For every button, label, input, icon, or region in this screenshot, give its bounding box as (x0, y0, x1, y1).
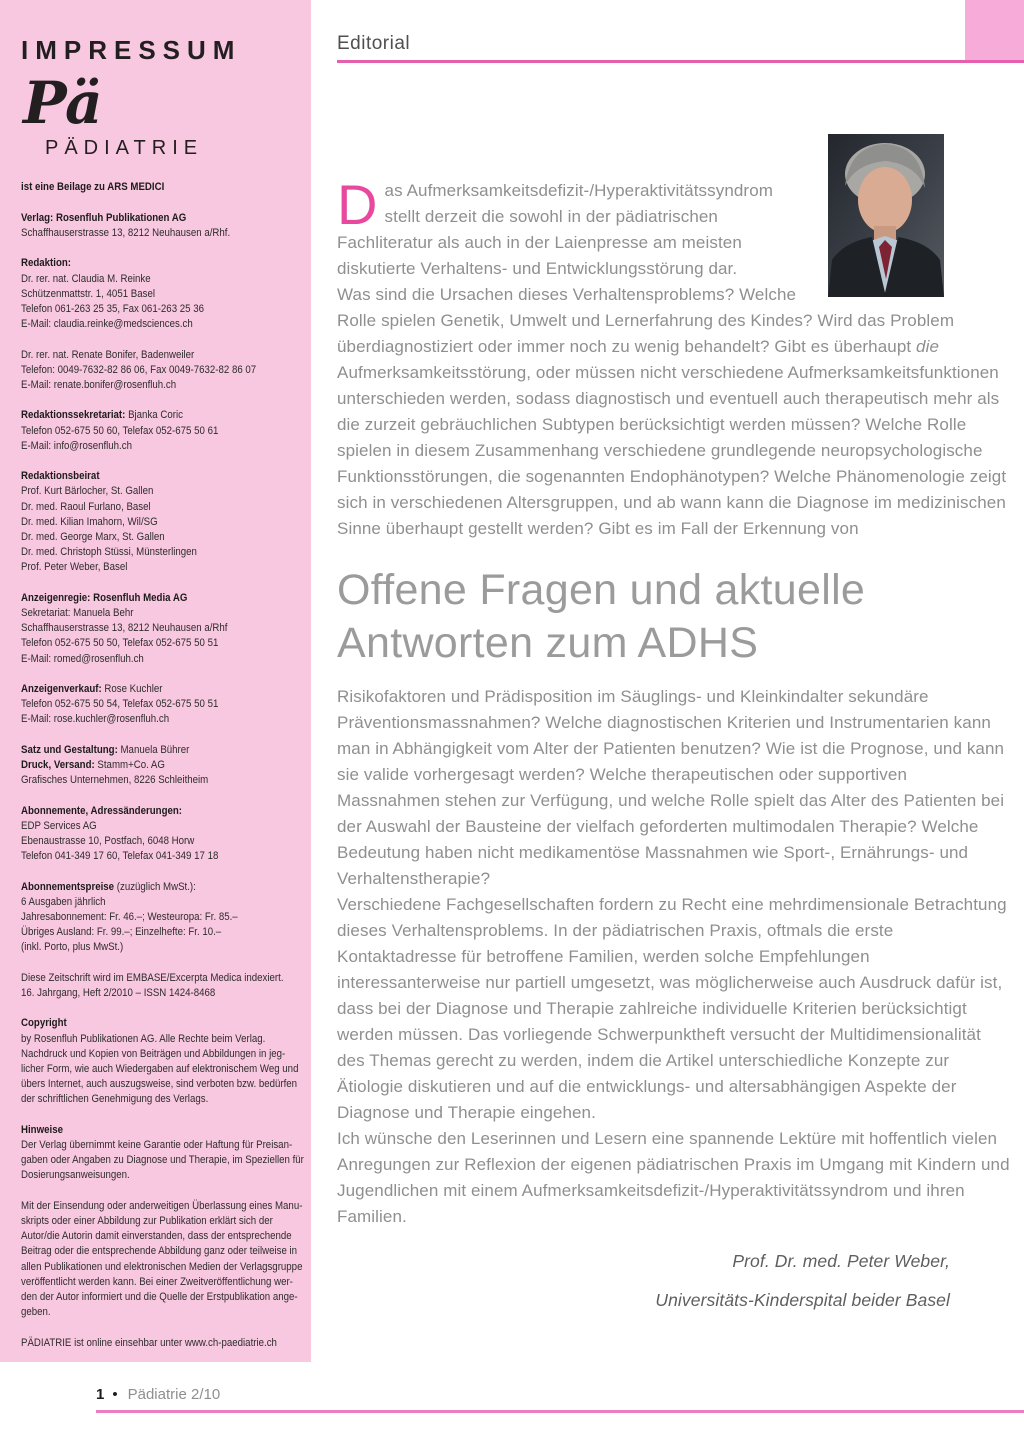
paragraph-intro-text: as Aufmerksamkeitsdefizit-/Hyperaktivitätssyndrom stellt derzeit die sowohl in der pädiatrischen Fachliteratur als auch in der Laienpresse am meisten diskutierte Verhaltens- und Entwicklungsstörung dar. (337, 181, 774, 278)
impressum-line-text: Autor/die Autorin damit einverstanden, dass der entsprechende (21, 1230, 292, 1243)
paediatrie-logo-mark: Pä (23, 68, 103, 137)
impressum-line (21, 682, 311, 697)
impressum-line (21, 804, 311, 819)
impressum-line (21, 576, 311, 591)
impressum-line-text: E-Mail: renate.bonifer@rosenfluh.ch (21, 379, 177, 392)
impressum-line (21, 469, 311, 484)
impressum-line-text: by Rosenfluh Publikationen AG. Alle Rechte beim Verlag. (21, 1032, 266, 1045)
impressum-line (21, 956, 311, 971)
impressum-line (21, 439, 311, 454)
impressum-line-label: Redaktionssekretariat: (21, 409, 129, 422)
impressum-line (21, 560, 311, 575)
impressum-line (21, 1321, 311, 1336)
impressum-line (21, 348, 311, 363)
impressum-line-text: Manuela Bührer (120, 743, 190, 756)
impressum-line (21, 1077, 311, 1092)
impressum-line-label: Druck, Versand: (21, 759, 98, 772)
impressum-line (21, 1092, 311, 1107)
impressum-line (21, 606, 311, 621)
impressum-line (21, 834, 311, 849)
impressum-line-text: Diese Zeitschrift wird im EMBASE/Excerpta Medica indexiert. (21, 971, 284, 984)
impressum-line-text: E-Mail: romed@rosenfluh.ch (21, 652, 144, 665)
impressum-line-text: Bjanka Coric (128, 409, 183, 422)
impressum-line-text: Telefon 041-349 17 60, Telefax 041-349 17 18 (21, 850, 219, 863)
impressum-line-text: Dr. med. Raoul Furlano, Basel (21, 500, 151, 513)
impressum-line-text: Dr. med. Christoph Stüssi, Münsterlingen (21, 546, 197, 559)
impressum-line (21, 332, 311, 347)
impressum-title: IMPRESSUM (21, 35, 242, 65)
impressum-line-text: Grafisches Unternehmen, 8226 Schleitheim (21, 774, 209, 787)
impressum-line (21, 895, 311, 910)
photo-float-spacer (810, 178, 1010, 300)
impressum-line (21, 1016, 311, 1031)
impressum-line-label: Hinweise (21, 1123, 63, 1136)
impressum-line-text: Nachdruck und Kopien von Beiträgen und Abbildungen in jeg- (21, 1047, 286, 1060)
headline-line-2: Antworten zum ADHS (337, 619, 759, 667)
impressum-line (21, 454, 311, 469)
impressum-line-text: Telefon 052-675 50 60, Telefax 052-675 50 61 (21, 424, 219, 437)
impressum-line-text: der schriftlichen Genehmigung des Verlags. (21, 1093, 209, 1106)
impressum-line-label: Satz und Gestaltung: (21, 743, 121, 756)
impressum-line (21, 910, 311, 925)
impressum-line (21, 1047, 311, 1062)
impressum-line (21, 743, 311, 758)
impressum-line (21, 652, 311, 667)
impressum-line (21, 515, 311, 530)
impressum-line (21, 712, 311, 727)
impressum-line-text: allen Publikationen und elektronischen Medien der Verlagsgruppe (21, 1260, 303, 1273)
impressum-line (21, 180, 311, 195)
impressum-line-text: E-Mail: info@rosenfluh.ch (21, 439, 132, 452)
impressum-line-text: Dr. rer. nat. Renate Bonifer, Badenweiler (21, 348, 195, 361)
impressum-line-text: Beitrag oder die entsprechende Abbildung ganz oder teilweise in (21, 1245, 298, 1258)
impressum-line-text: den der Autor informiert und die Quelle der Erstpublikation ange- (21, 1291, 298, 1304)
impressum-line (21, 636, 311, 651)
impressum-line (21, 241, 311, 256)
paragraph-questions (337, 282, 1010, 542)
dropcap-letter: D (337, 173, 378, 236)
impressum-line (21, 819, 311, 834)
journal-issue-label: Pädiatrie 2/10 (127, 1386, 221, 1403)
article-headline (337, 564, 1010, 670)
impressum-line (21, 1275, 311, 1290)
impressum-line (21, 1336, 311, 1351)
impressum-line (21, 317, 311, 332)
editorial-body (337, 173, 1010, 1320)
impressum-line-text: Dosierungsanweisungen. (21, 1169, 130, 1182)
impressum-line (21, 697, 311, 712)
impressum-line-text: Jahresabonnement: Fr. 46.–; Westeuropa: Fr. 85.– (21, 911, 238, 924)
impressum-line (21, 667, 311, 682)
impressum-line (21, 1032, 311, 1047)
headline-line-1: Offene Fragen und aktuelle (337, 566, 866, 614)
footer-bullet: • (112, 1386, 118, 1403)
impressum-lines (21, 180, 311, 1350)
impressum-line (21, 363, 311, 378)
impressum-panel (0, 0, 311, 1362)
impressum-line (21, 1229, 311, 1244)
impressum-line-text: Sekretariat: Manuela Behr (21, 607, 134, 620)
impressum-line-text: Dr. med. George Marx, St. Gallen (21, 531, 165, 544)
paragraph-closing: Ich wünsche den Leserinnen und Lesern eine spannende Lektüre mit hoffentlich vielen Anregungen zur Reflexion der eigenen pädiatrischen Praxis im Umgang mit Kindern und Jugendlichen mit einem Aufmerksamkeitsdefizit-/Hyperaktivitätssyndrom und ihren Familien. (337, 1129, 1010, 1226)
impressum-line-text: Telefon 061-263 25 35, Fax 061-263 25 36 (21, 303, 204, 316)
impressum-line (21, 256, 311, 271)
impressum-line (21, 545, 311, 560)
impressum-line (21, 1199, 311, 1214)
impressum-line-text: Dr. med. Kilian Imahorn, Wil/SG (21, 515, 158, 528)
paragraph-societies: Verschiedene Fachgesellschaften fordern zu Recht eine mehrdimensionale Betrachtung dieses Verhaltensproblems. In der pädiatrischen Praxis, oftmals die erste Kontaktadresse für betroffene Familien, werden solche Empfehlungen interessanterweise nur partiell umgesetzt, was möglicherweise auch Ausdruck dafür ist, dass bei der Diagnose und Therapie zahlreiche individuelle Kriterien berücksichtigt werden müssen. Das vorliegende Schwerpunktheft versucht der Multidimensionalität des Themas gerecht zu werden, indem die Artikel unterschiedliche Konzepte zur Ätiologie diskutieren und auf die entwicklungs- und altersabhängigen Aspekte der Diagnose und Therapie eingehen. (337, 895, 1007, 1122)
paragraph-questions-text-a: Was sind die Ursachen dieses Verhaltensproblems? Welche Rolle spielen Genetik, Umwelt und Lernerfahrung des Kindes? Wird das Problem überdiagnostiziert oder immer noch zu wenig behandelt? Gibt es überhaupt (337, 285, 955, 356)
author-name: Prof. Dr. med. Peter Weber, (732, 1251, 950, 1271)
impressum-line (21, 424, 311, 439)
impressum-line (21, 1305, 311, 1320)
impressum-line (21, 1290, 311, 1305)
impressum-line-label: Verlag: Rosenfluh Publikationen AG (21, 211, 187, 224)
impressum-line (21, 773, 311, 788)
impressum-line (21, 1214, 311, 1229)
impressum-line-text: PÄDIATRIE ist online einsehbar unter www.ch-paediatrie.ch (21, 1336, 277, 1349)
impressum-line-text: Der Verlag übernimmt keine Garantie oder Haftung für Preisan- (21, 1139, 293, 1152)
page-number: 1 (96, 1386, 105, 1403)
impressum-line (21, 1184, 311, 1199)
impressum-line-label: Redaktion: (21, 257, 72, 270)
impressum-line (21, 925, 311, 940)
impressum-line-text: skripts oder einer Abbildung zur Publikation erklärt sich der (21, 1215, 273, 1228)
impressum-line-text: Prof. Kurt Bärlocher, St. Gallen (21, 485, 154, 498)
impressum-line (21, 1168, 311, 1183)
impressum-line (21, 849, 311, 864)
impressum-line-text: gaben oder Angaben zu Diagnose und Therapie, im Speziellen für (21, 1154, 304, 1167)
impressum-line (21, 986, 311, 1001)
impressum-line (21, 1244, 311, 1259)
impressum-line-label: Redaktionsbeirat (21, 470, 100, 483)
impressum-line-label: ist eine Beilage zu ARS MEDICI (21, 181, 165, 194)
impressum-line (21, 1001, 311, 1016)
impressum-line (21, 864, 311, 879)
impressum-line (21, 880, 311, 895)
impressum-line (21, 591, 311, 606)
page-footer (96, 1386, 220, 1403)
impressum-line-text: Schaffhauserstrasse 13, 8212 Neuhausen a/Rhf (21, 622, 228, 635)
impressum-line-text: 16. Jahrgang, Heft 2/2010 – ISSN 1424-8468 (21, 987, 216, 1000)
impressum-line-text: Prof. Peter Weber, Basel (21, 561, 128, 574)
impressum-line-text: Telefon 052-675 50 50, Telefax 052-675 50 51 (21, 637, 219, 650)
impressum-line (21, 408, 311, 423)
impressum-line (21, 1138, 311, 1153)
impressum-line-text: Telefon 052-675 50 54, Telefax 052-675 50 51 (21, 698, 219, 711)
impressum-line (21, 196, 311, 211)
impressum-line-label: Abonnemente, Adressänderungen: (21, 804, 182, 817)
impressum-line-text: Mit der Einsendung oder anderweitigen Überlassung eines Manu- (21, 1199, 303, 1212)
impressum-line (21, 302, 311, 317)
impressum-line-text: EDP Services AG (21, 819, 97, 832)
impressum-line (21, 287, 311, 302)
impressum-line (21, 758, 311, 773)
paragraph-questions-text-b: Aufmerksamkeitsstörung, oder müssen nicht verschiedene Aufmerksamkeitsfunktionen unterschieden werden, sodass diagnostisch und eventuell auch therapeutisch mehr als die zurzeit gebräuchlichen Subtypen berücksichtigt werden müssen? Welche Rolle spielen in diesem Zusammenhang verschiedene grundlegende neuropsychologische Funktionsstörungen, die sogenannten Endophänotypen? Welche Phänomenologie zeigt sich in verschiedenen Altersgruppen, und ab wann kann die Diagnose im medizinischen Sinne überhaupt gestellt werden? Gibt es im Fall der Erkennung von (337, 363, 1007, 538)
impressum-line (21, 1153, 311, 1168)
impressum-line-label: Anzeigenverkauf: (21, 683, 105, 696)
footer-rule (96, 1410, 1024, 1413)
impressum-line-label: Copyright (21, 1017, 67, 1030)
impressum-line-text: licher Form, wie auch Wiedergaben auf elektronischem Weg und (21, 1063, 299, 1076)
impressum-line (21, 226, 311, 241)
impressum-line (21, 393, 311, 408)
emphasis-word: die (916, 337, 940, 356)
impressum-line (21, 1123, 311, 1138)
impressum-line-text: übers Internet, auch auszugsweise, sind verboten bzw. bedürfen (21, 1078, 298, 1091)
impressum-line-text: Telefon: 0049-7632-82 86 06, Fax 0049-7632-82 86 07 (21, 363, 257, 376)
paediatrie-logo-wordmark: PÄDIATRIE (45, 137, 204, 160)
impressum-line-text: Ebenaustrasse 10, Postfach, 6048 Horw (21, 835, 195, 848)
impressum-line (21, 788, 311, 803)
impressum-line (21, 272, 311, 287)
paragraph-risk-factors: Risikofaktoren und Prädisposition im Säuglings- und Kleinkindalter sekundäre Präventionsmassnahmen? Welche diagnostischen Kriterien und Instrumentarien kann man in Abhängigkeit vom Alter der Patienten benutzen? Wie ist die Prognose, und kann sie valide vorhergesagt werden? Welche therapeutischen oder supportiven Massnahmen stehen zur Verfügung, und welche Rolle spielt das Alter des Patienten bei der Auswahl der Bausteine der vielfach geforderten multimodalen Therapie? Welche Bedeutung haben nicht medikamentöse Massnahmen wie Sport-, Ernährungs- und Verhaltenstherapie? (337, 687, 1005, 888)
impressum-line (21, 500, 311, 515)
impressum-line-text: Dr. rer. nat. Claudia M. Reinke (21, 272, 151, 285)
impressum-line (21, 211, 311, 226)
impressum-line (21, 530, 311, 545)
impressum-line (21, 1108, 311, 1123)
impressum-line (21, 484, 311, 499)
author-affiliation: Universitäts-Kinderspital beider Basel (655, 1290, 950, 1310)
impressum-line-text: geben. (21, 1306, 51, 1319)
impressum-line-text: veröffentlicht werden kann. Bei einer Zweitveröffentlichung wer- (21, 1275, 293, 1288)
section-rule (337, 60, 1024, 63)
author-signature (337, 1242, 1010, 1320)
impressum-line-label: Anzeigenregie: Rosenfluh Media AG (21, 591, 188, 604)
impressum-line-text: Schaffhauserstrasse 13, 8212 Neuhausen a/Rhf. (21, 227, 231, 240)
impressum-line (21, 1260, 311, 1275)
corner-accent-block (965, 0, 1024, 60)
impressum-line (21, 1062, 311, 1077)
impressum-line-text: Stamm+Co. AG (97, 759, 165, 772)
impressum-line-text: (zuzüglich MwSt.): (116, 880, 196, 893)
impressum-line-text: 6 Ausgaben jährlich (21, 895, 106, 908)
impressum-line (21, 621, 311, 636)
impressum-line-text: Rose Kuchler (104, 683, 163, 696)
impressum-line (21, 378, 311, 393)
impressum-line-text: (inkl. Porto, plus MwSt.) (21, 941, 124, 954)
impressum-line-text: E-Mail: claudia.reinke@medsciences.ch (21, 318, 193, 331)
impressum-line-text: Übriges Ausland: Fr. 99.–; Einzelhefte: Fr. 10.– (21, 926, 222, 939)
impressum-line-text: Schützenmattstr. 1, 4051 Basel (21, 287, 155, 300)
impressum-line (21, 728, 311, 743)
impressum-line (21, 971, 311, 986)
section-label: Editorial (337, 33, 411, 54)
impressum-line-text: E-Mail: rose.kuchler@rosenfluh.ch (21, 713, 170, 726)
impressum-line-label: Abonnementspreise (21, 880, 117, 893)
impressum-line (21, 940, 311, 955)
